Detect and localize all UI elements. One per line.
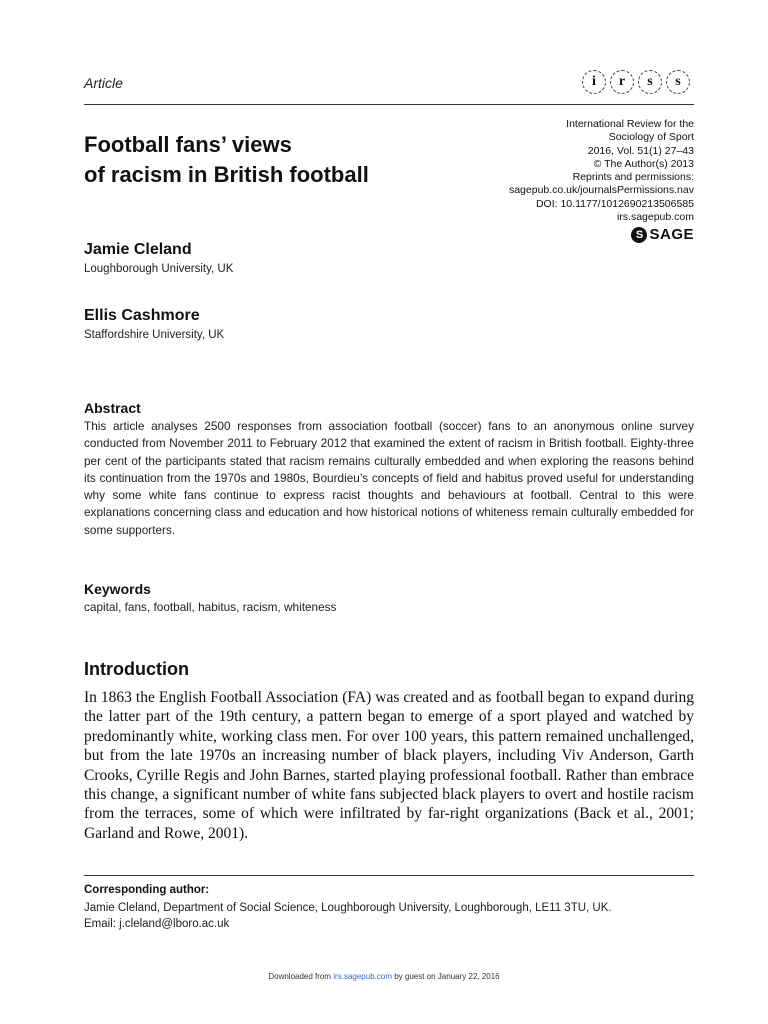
author-affiliation: Loughborough University, UK bbox=[84, 263, 234, 275]
download-notice bbox=[0, 972, 768, 981]
keywords-list: capital, fans, football, habitus, racism, whiteness bbox=[84, 600, 337, 614]
sage-logo bbox=[631, 226, 694, 243]
logo-letter: s bbox=[638, 70, 662, 94]
abstract-heading: Abstract bbox=[84, 400, 141, 416]
author-name: Jamie Cleland bbox=[84, 241, 192, 258]
journal-site-link[interactable]: irs.sagepub.com bbox=[616, 211, 694, 224]
sage-mark-icon: S bbox=[631, 227, 647, 243]
article-title bbox=[84, 130, 464, 190]
corresponding-email[interactable]: Email: j.cleland@lboro.ac.uk bbox=[84, 918, 230, 930]
header-divider bbox=[84, 104, 694, 105]
journal-logo bbox=[582, 70, 690, 94]
author-name: Ellis Cashmore bbox=[84, 307, 200, 324]
corresponding-author-heading: Corresponding author: bbox=[84, 884, 210, 896]
logo-letter: r bbox=[610, 70, 634, 94]
title-line: Football fans’ views bbox=[84, 132, 292, 157]
journal-metadata bbox=[464, 118, 694, 224]
footnote-divider bbox=[84, 875, 694, 876]
copyright-line: © The Author(s) 2013 bbox=[593, 157, 694, 170]
logo-letter: i bbox=[582, 70, 606, 94]
keywords-heading: Keywords bbox=[84, 581, 151, 597]
introduction-text: In 1863 the English Football Association (FA) was created and as football began to expand during the latter part of the 19th century, a pattern began to emerge of a sport played and watched by predominantly white, working class men. For over 100 years, this pattern remained unchallenged, but from the late 1970s an increasing number of black players, including Viv Anderson, Garth Crooks, Cyrille Regis and John Barnes, started playing professional football. Rather than embrace this change, a significant number of white fans subjected black players to overt and hostile racism from the terraces, some of which were infiltrated by far-right organizations (Back et al., 2001; Garland and Rowe, 2001). bbox=[84, 689, 694, 842]
journal-name-line: International Review for the bbox=[566, 118, 694, 130]
volume-line: 2016, Vol. 51(1) 27–43 bbox=[587, 144, 694, 157]
download-suffix: by guest on January 22, 2016 bbox=[394, 972, 500, 981]
article-type-label: Article bbox=[84, 75, 123, 91]
publisher-name: SAGE bbox=[649, 226, 694, 243]
title-line: of racism in British football bbox=[84, 162, 369, 187]
download-prefix: Downloaded from bbox=[268, 972, 332, 981]
abstract-text: This article analyses 2500 responses from association football (soccer) fans to an anonymous online survey conducted from November 2011 to February 2012 that examined the extent of racism in British football. Eighty-three per cent of the participants stated that racism remains culturally embedded and when exploring the reasons behind its continuation from the 1970s and 1980s, Bourdieu’s concepts of field and habitus proved useful for understanding why some white fans continue to express racist thoughts and behaviours at football. Central to this were explanations concerning class and education and how historical notions of whiteness remain culturally embedded for some supporters. bbox=[84, 419, 694, 537]
download-link[interactable]: irs.sagepub.com bbox=[333, 972, 392, 981]
corresponding-author-details bbox=[84, 900, 704, 932]
permissions-link[interactable]: sagepub.co.uk/journalsPermissions.nav bbox=[508, 184, 694, 197]
reprints-line: Reprints and permissions: bbox=[572, 171, 694, 184]
author-affiliation: Staffordshire University, UK bbox=[84, 329, 225, 341]
introduction-heading: Introduction bbox=[84, 659, 189, 679]
doi-link[interactable]: DOI: 10.1177/1012690213506585 bbox=[535, 197, 694, 210]
journal-name-line: Sociology of Sport bbox=[608, 131, 694, 144]
corresponding-address: Jamie Cleland, Department of Social Science, Loughborough University, Loughborough, LE11 3TU, UK. bbox=[84, 902, 612, 914]
logo-letter: s bbox=[666, 70, 690, 94]
